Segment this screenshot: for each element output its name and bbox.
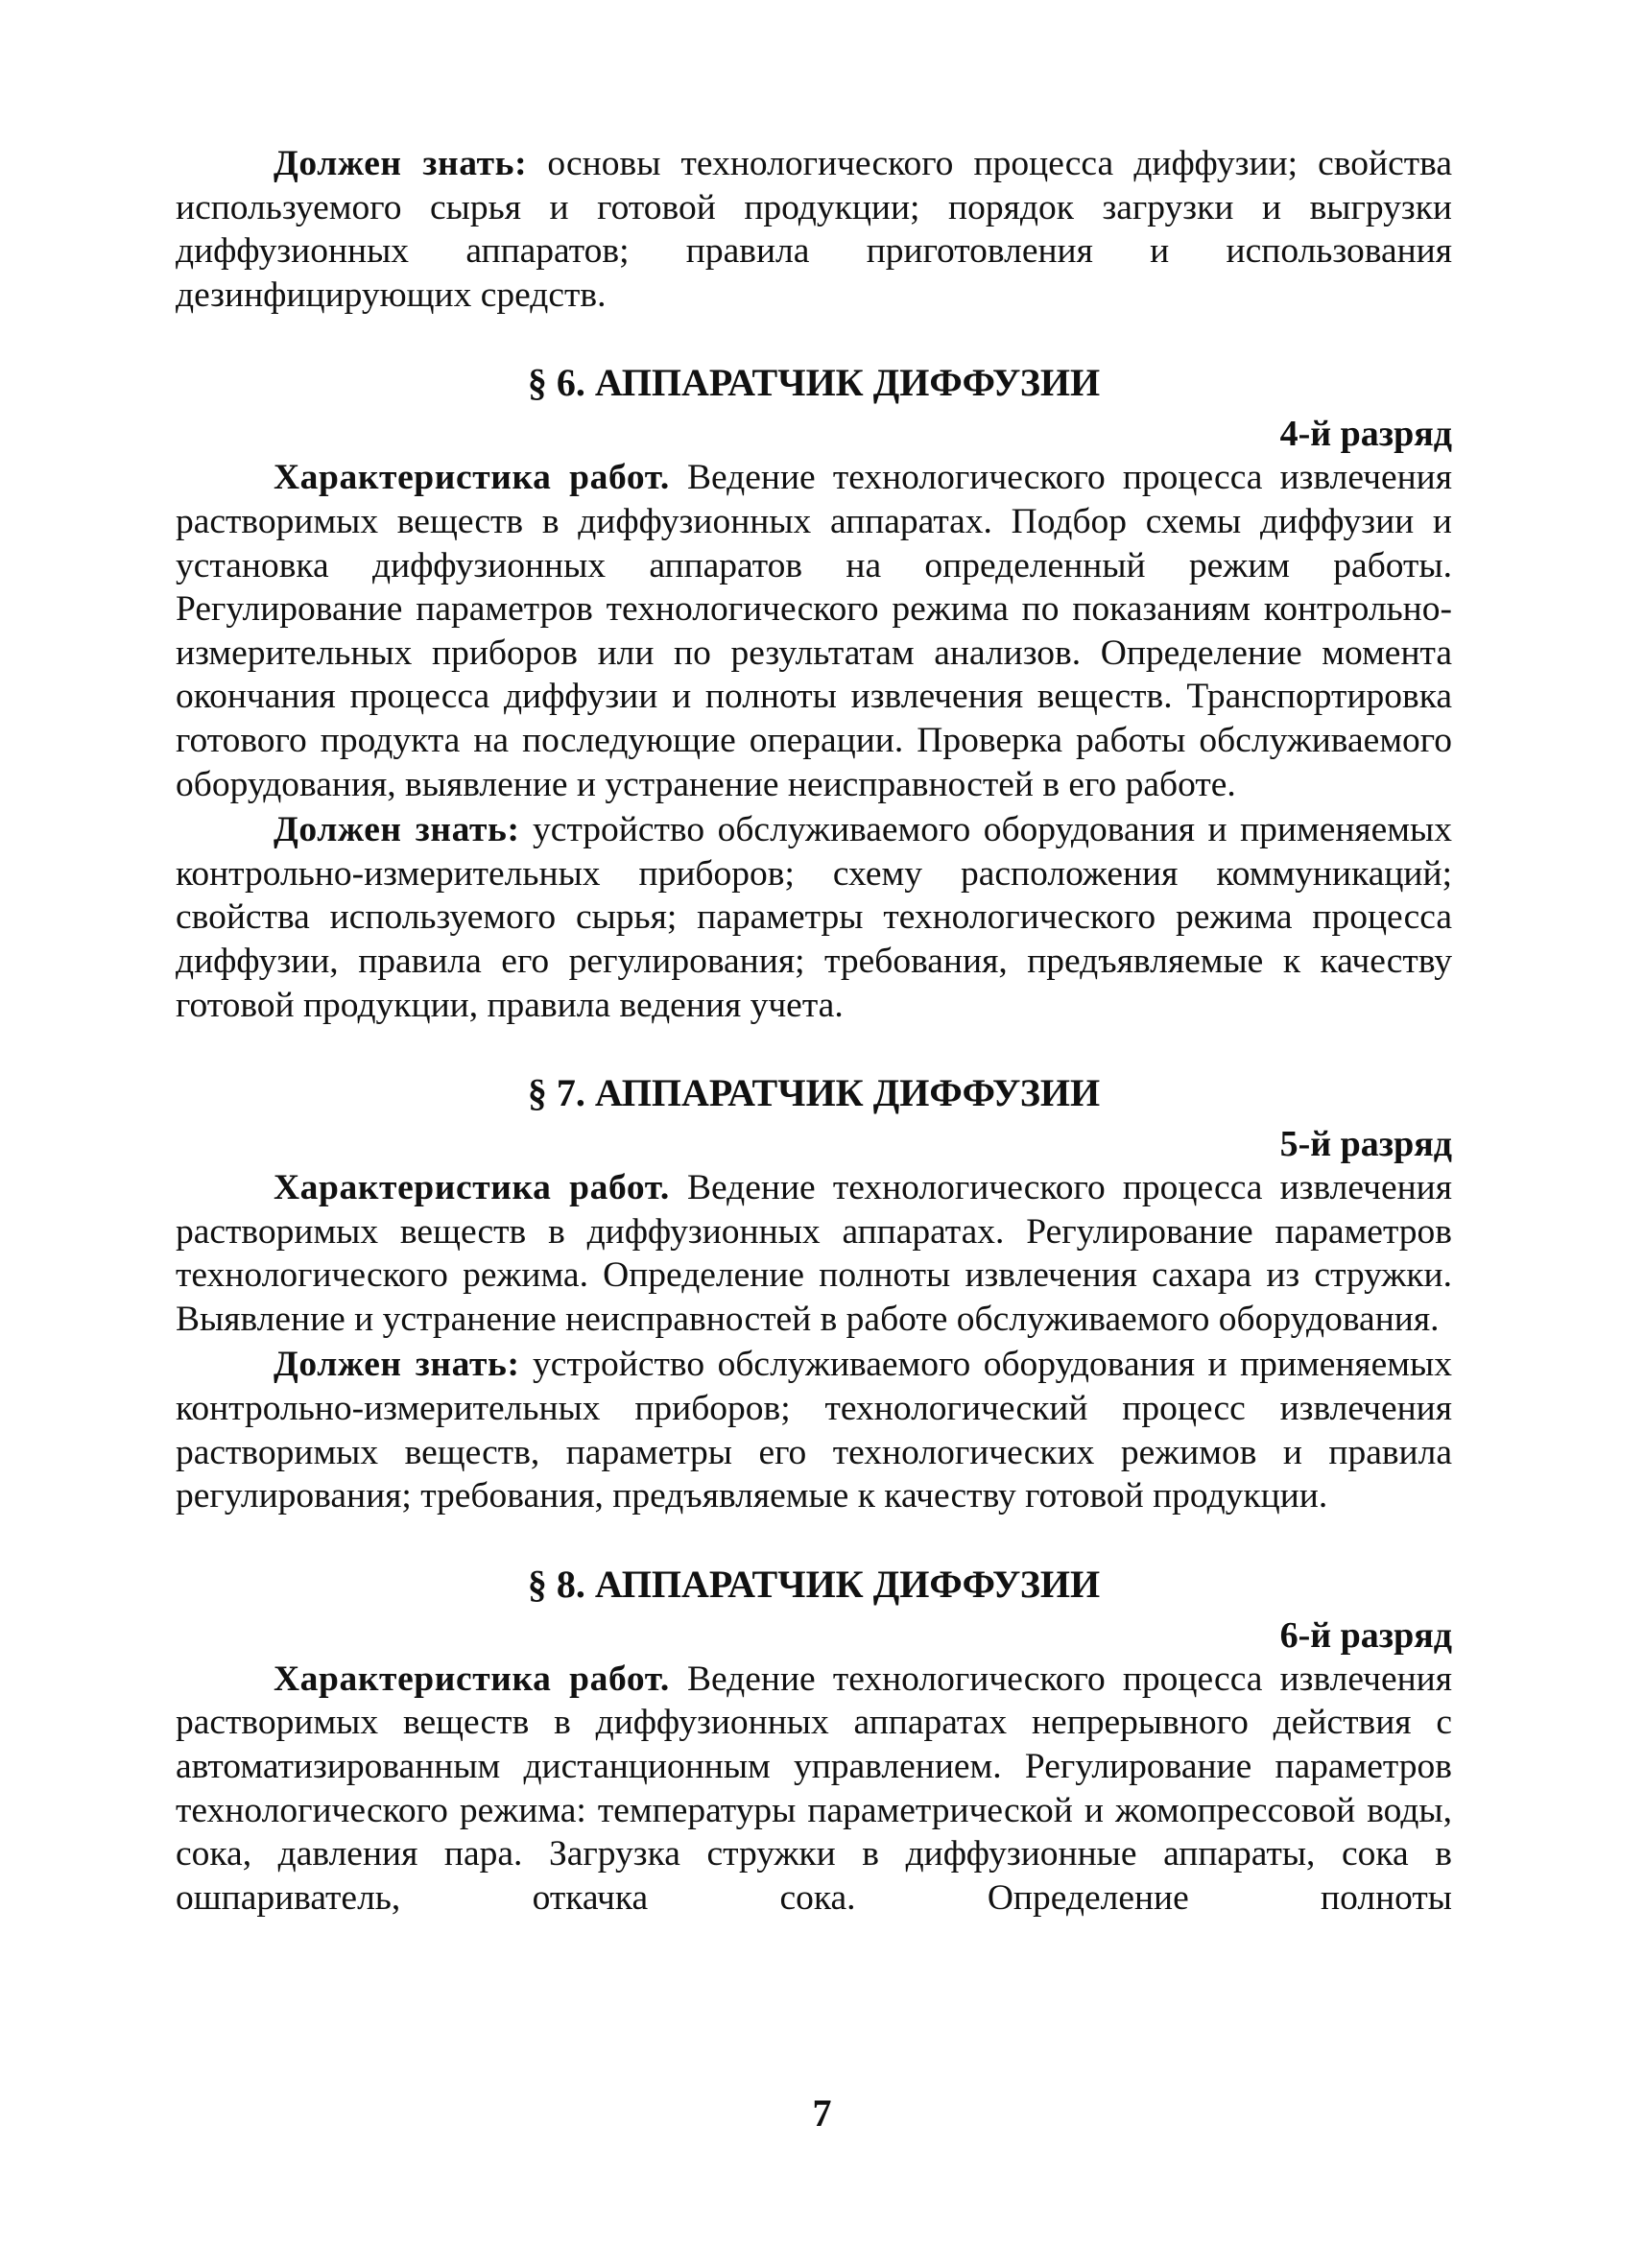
section-6-grade: 4-й разряд xyxy=(1279,414,1452,455)
section-8-characteristics xyxy=(176,1658,1452,1921)
section-6-knowledge-text: устройство обслуживаемого оборудования и применяемых контрольно-измерительных приборов; схему расположения коммуникаций; свойства используемого сырья; параметры технологического режима процесса диффузии, правила его регулирования; требования, предъявляемые к качеству готовой продукции, правила ведения учета. xyxy=(176,810,1452,1025)
intro-lead: Должен знать: xyxy=(274,144,528,183)
section-7-grade: 5-й разряд xyxy=(1279,1124,1452,1165)
page-number: 7 xyxy=(812,2091,832,2135)
section-6-heading: § 6. АППАРАТЧИК ДИФФУЗИИ xyxy=(527,361,1101,405)
section-8-heading: § 8. АППАРАТЧИК ДИФФУЗИИ xyxy=(527,1562,1101,1606)
section-6-knowledge xyxy=(176,808,1452,1027)
intro-text: основы технологического процесса диффузии; свойства используемого сырья и готовой продукции; порядок загрузки и выгрузки диффузионных аппаратов; правила приготовления и использования дезинфицирующих средств. xyxy=(176,144,1452,315)
section-6-characteristics-lead: Характеристика работ. xyxy=(274,458,670,498)
page-content xyxy=(176,142,1452,1920)
section-7-characteristics xyxy=(176,1166,1452,1341)
section-8-grade: 6-й разряд xyxy=(1279,1614,1452,1656)
section-7-characteristics-text: Ведение технологического процесса извлечения растворимых веществ в диффузионных аппаратах. Регулирование параметров технологического режима. Определение полноты извлечения сахара из стружки. Выявление и устранение неисправностей в работе обслуживаемого оборудования. xyxy=(176,1168,1452,1339)
section-6-knowledge-lead: Должен знать: xyxy=(274,810,520,850)
section-7-characteristics-lead: Характеристика работ. xyxy=(274,1168,670,1208)
section-7-knowledge xyxy=(176,1343,1452,1517)
section-6-characteristics-text: Ведение технологического процесса извлечения растворимых веществ в диффузионных аппаратах. Подбор схемы диффузии и установка диффузионных аппаратов на определенный режим работы. Регулирование параметров технологического режима по показаниям контрольно-измерительных приборов или по результатам анализов. Определение момента окончания процесса диффузии и полноты извлечения веществ. Транспортировка готового продукта на последующие операции. Проверка работы обслуживаемого оборудования, выявление и устранение неисправностей в его работе. xyxy=(176,458,1452,804)
section-8-characteristics-text: Ведение технологического процесса извлечения растворимых веществ в диффузионных аппаратах непрерывного действия с автоматизированным дистанционным управлением. Регулирование параметров технологического режима: температуры параметрической и жомопрессовой воды, сока, давления пара. Загрузка стружки в диффузионные аппараты, сока в ошпариватель, откачка сока. Определение полноты xyxy=(176,1659,1452,1918)
section-7-heading: § 7. АППАРАТЧИК ДИФФУЗИИ xyxy=(527,1071,1101,1115)
intro-paragraph xyxy=(176,142,1452,317)
section-7-knowledge-text: устройство обслуживаемого оборудования и применяемых контрольно-измерительных приборов; технологический процесс извлечения растворимых веществ, параметры его технологических режимов и правила регулирования; требования, предъявляемые к качеству готовой продукции. xyxy=(176,1345,1452,1516)
section-8-characteristics-lead: Характеристика работ. xyxy=(274,1659,670,1699)
section-7-knowledge-lead: Должен знать: xyxy=(274,1345,520,1385)
section-6-characteristics xyxy=(176,456,1452,806)
